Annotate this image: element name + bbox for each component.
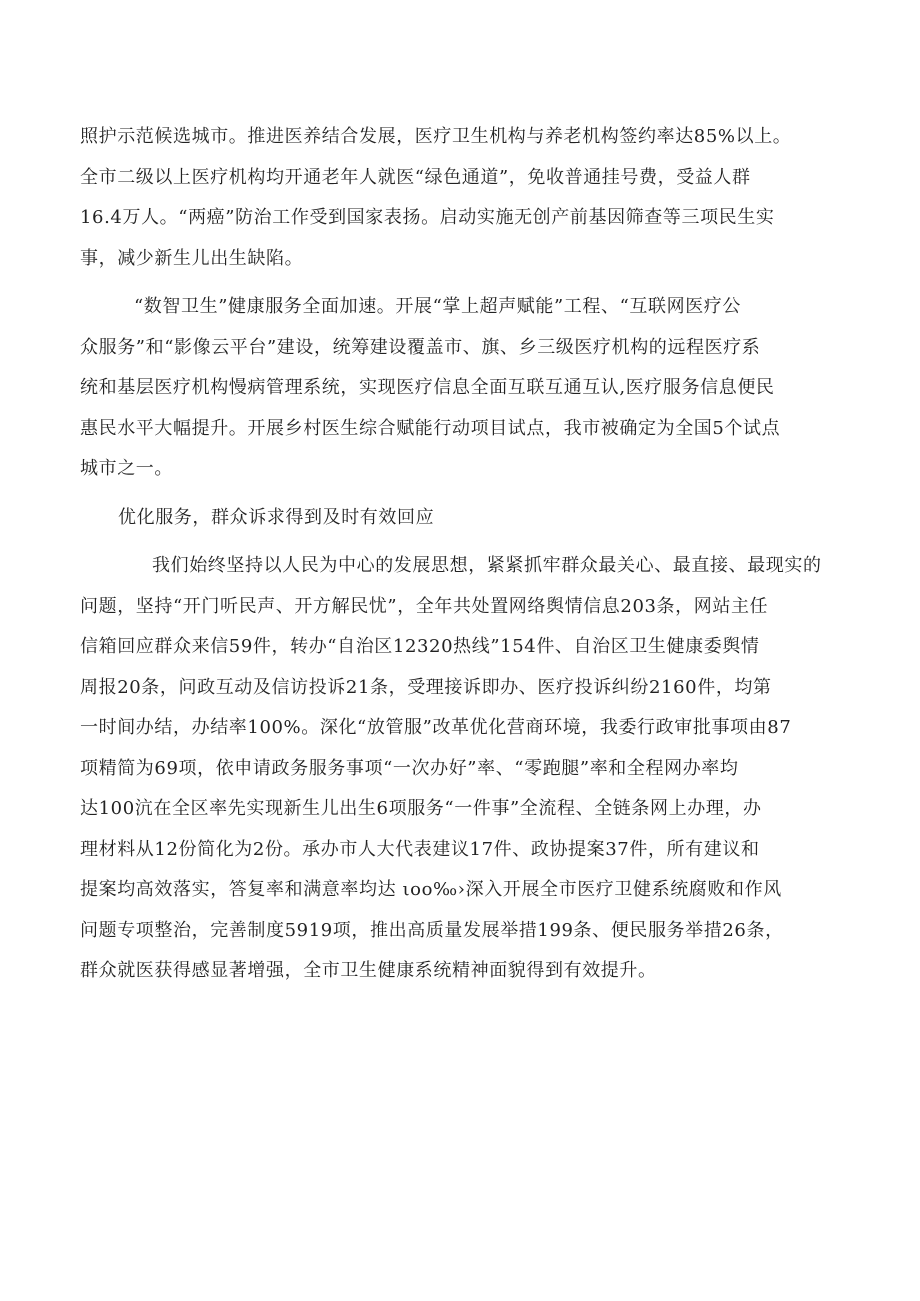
paragraph-line: 群众就医获得感显著增强，全市卫生健康系统精神面貌得到有效提升。 bbox=[80, 960, 657, 981]
paragraph-line: 全市二级以上医疗机构均开通老年人就医“绿色通道”，免收普通挂号费，受益人群 bbox=[80, 166, 751, 188]
paragraph-line: 我们始终坚持以人民为中心的发展思想，紧紧抓牢群众最关心、最直接、最现实的 bbox=[152, 555, 822, 576]
paragraph-line: 提案均高效落实，答复率和满意率均达 ιoo‰›深入开展全市医疗卫健系统腐败和作风 bbox=[80, 879, 782, 900]
section-heading: 优化服务，群众诉求得到及时有效回应 bbox=[118, 506, 435, 528]
paragraph-line: 照护示范候选城市。推进医养结合发展，医疗卫生机构与养老机构签约率达85%以上。 bbox=[80, 126, 792, 147]
paragraph-spacer bbox=[80, 490, 850, 498]
paragraph-line: 众服务”和“影像云平台”建设，统筹建设覆盖市、旗、乡三级医疗机构的远程医疗系 bbox=[80, 336, 761, 358]
paragraph-spacer bbox=[80, 279, 850, 287]
document-body bbox=[80, 117, 850, 992]
paragraph-line: 周报20条，问政互动及信访投诉21条，受理接诉即办、医疗投诉纠纷2160件，均第 bbox=[80, 676, 772, 698]
paragraph-line: 一时间办结，办结率100%。深化“放管服”改革优化营商环境，我委行政审批事项由87 bbox=[80, 717, 792, 738]
paragraph-line: 信箱回应群众来信59件，转办“自治区12320热线”154件、自治区卫生健康委舆情 bbox=[80, 636, 760, 657]
paragraph-line: 问题专项整治，完善制度5919项，推出高质量发展举措199条、便民服务举措26条， bbox=[80, 919, 784, 941]
paragraph-line: 事，减少新生儿出生缺陷。 bbox=[80, 247, 304, 269]
paragraph-line: 达100沆在全区率先实现新生儿出生6项服务“一件事”全流程、全链条网上办理，办 bbox=[80, 798, 762, 819]
paragraph-line: “数智卫生”健康服务全面加速。开展“掌上超声赋能”工程、“互联网医疗公 bbox=[134, 296, 742, 317]
paragraph-line: 理材料从12份简化为2份。承办市人大代表建议17件、政协提案37件，所有建议和 bbox=[80, 838, 760, 860]
paragraph-line: 惠民水平大幅提升。开展乡村医生综合赋能行动项目试点，我市被确定为全国5个试点 bbox=[80, 417, 781, 439]
paragraph-2 bbox=[80, 287, 850, 490]
paragraph-line: 项精简为69项，依申请政务服务事项“一次办好”率、“零跑腿”率和全程网办率均 bbox=[80, 757, 739, 779]
paragraph-1 bbox=[80, 117, 850, 279]
paragraph-3 bbox=[80, 546, 850, 992]
paragraph-line: 城市之一。 bbox=[80, 458, 173, 479]
paragraph-spacer bbox=[80, 538, 850, 546]
paragraph-line: 统和基层医疗机构慢病管理系统，实现医疗信息全面互联互通互认,医疗服务信息便民 bbox=[80, 377, 775, 398]
paragraph-line: 16.4万人。“两癌”防治工作受到国家表扬。启动实施无创产前基因筛查等三项民生实 bbox=[80, 207, 775, 228]
paragraph-line: 问题，坚持“开门听民声、开方解民忧”，全年共处置网络舆情信息203条，网站主任 bbox=[80, 595, 769, 617]
